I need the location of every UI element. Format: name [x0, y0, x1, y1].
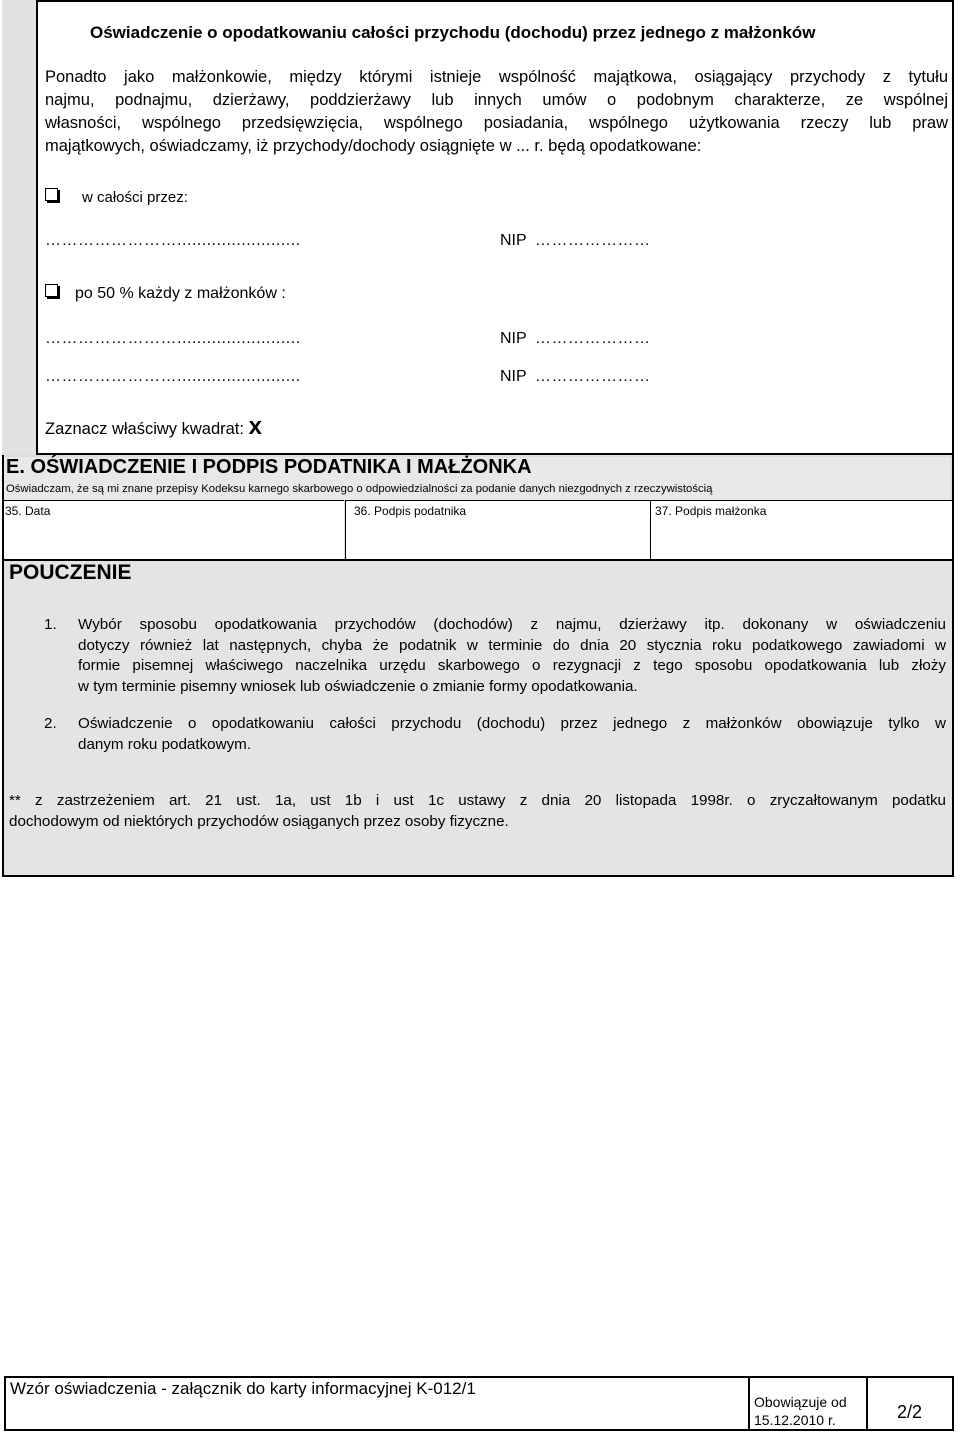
mark-hint — [45, 413, 262, 441]
footnote — [9, 791, 946, 832]
footer-divider — [748, 1376, 750, 1431]
instructions-title: POUCZENIE — [9, 561, 132, 584]
footer-divider — [866, 1376, 868, 1431]
declaration-side-strip — [2, 0, 38, 455]
taxpayer-signature-label: 36. Podpis podatnika — [354, 504, 467, 518]
nip-field[interactable]: ………………… — [535, 330, 651, 347]
declaration-body-line: najmu, podnajmu, dzierżawy, poddzierżawy lub innych umów o podobnym charakterze, ze wspólnej — [45, 91, 948, 109]
footnote-line: dochodowym od niektórych przychodów osiąganych przez osoby fizyczne. — [9, 812, 509, 830]
spouse-signature-field[interactable] — [650, 500, 952, 559]
checkbox-whole[interactable] — [45, 188, 58, 201]
checkbox-half[interactable] — [45, 284, 58, 297]
instruction-number: 1. — [44, 616, 57, 633]
instruction-line: Oświadczenie o opodatkowaniu całości przychodu (dochodu) przez jednego z małżonków obowiązuje tylko w — [78, 715, 946, 732]
nip-field[interactable]: ………………… — [535, 368, 651, 385]
taxpayer-name-line[interactable]: ……………………......................... — [45, 232, 301, 249]
declaration-title: Oświadczenie o opodatkowaniu całości przychodu (dochodu) przez jednego z małżonków — [90, 23, 816, 42]
instruction-number: 2. — [44, 715, 57, 732]
option-half-label: po 50 % każdy z małżonków : — [75, 285, 286, 302]
declaration-body-line: Ponadto jako małżonkowie, między którymi istnieje wspólność majątkowa, osiągający przychody z tytułu — [45, 68, 948, 86]
section-e-statement: Oświadczam, że są mi znane przepisy Kodeksu karnego skarbowego o odpowiedzialności za podanie danych niezgodnych z rzeczywistością — [6, 483, 713, 495]
declaration-body-line: majątkowych, oświadczamy, iż przychody/dochody osiągnięte w ... r. będą opodatkowane: — [45, 137, 702, 155]
instruction-item — [78, 615, 946, 697]
nip-label: NIP — [500, 330, 527, 347]
valid-from-label: Obowiązuje od — [754, 1394, 847, 1410]
declaration-body — [45, 66, 948, 158]
footnote-line: ** z zastrzeżeniem art. 21 ust. 1a, ust 1b i ust 1c ustawy z dnia 20 listopada 1998r. o zryczałtowanym podatku — [9, 792, 946, 809]
mark-symbol: x — [248, 413, 262, 440]
spouse1-name-line[interactable]: ……………………......................... — [45, 330, 301, 347]
instruction-line: w tym terminie pisemny wniosek lub oświadczenie o zmianie formy opodatkowania. — [78, 677, 638, 695]
instruction-line: formie pisemnej właściwego naczelnika urzędu skarbowego o rezygnacji z tego sposobu opodatkowania lub złoży — [78, 657, 946, 674]
spouse2-name-line[interactable]: ……………………......................... — [45, 368, 301, 385]
declaration-body-line: własności, wspólnego przedsięwzięcia, wspólnego posiadania, wspólnego użytkowania rzeczy lub praw — [45, 114, 948, 132]
nip-label: NIP — [500, 232, 527, 249]
valid-from-date: 15.12.2010 r. — [754, 1412, 836, 1428]
date-field[interactable] — [4, 500, 344, 559]
option-whole-label: w całości przez: — [82, 189, 188, 206]
instruction-line: danym roku podatkowym. — [78, 735, 252, 753]
spouse-signature-label: 37. Podpis małżonka — [655, 504, 767, 518]
mark-hint-text: Zaznacz właściwy kwadrat: — [45, 420, 244, 438]
instruction-line: Wybór sposobu opodatkowania przychodów (dochodów) z najmu, dzierżawy itp. dokonany w oświadczeniu — [78, 616, 946, 633]
footer-valid-from — [754, 1393, 847, 1429]
nip-field[interactable]: ………………… — [535, 232, 651, 249]
instruction-line: dotyczy również lat następnych, chyba że podatnik w terminie do dnia 20 stycznia roku podatkowego zawiadomi w — [78, 636, 946, 654]
footer-title: Wzór oświadczenia - załącznik do karty informacyjnej K-012/1 — [10, 1379, 476, 1398]
page-number: 2/2 — [897, 1402, 923, 1422]
instruction-item — [78, 714, 946, 755]
date-field-label: 35. Data — [5, 504, 51, 518]
nip-label: NIP — [500, 368, 527, 385]
taxpayer-signature-field[interactable] — [345, 500, 650, 559]
section-e-title: E. OŚWIADCZENIE I PODPIS PODATNIKA I MAŁŻONKA — [6, 456, 532, 478]
